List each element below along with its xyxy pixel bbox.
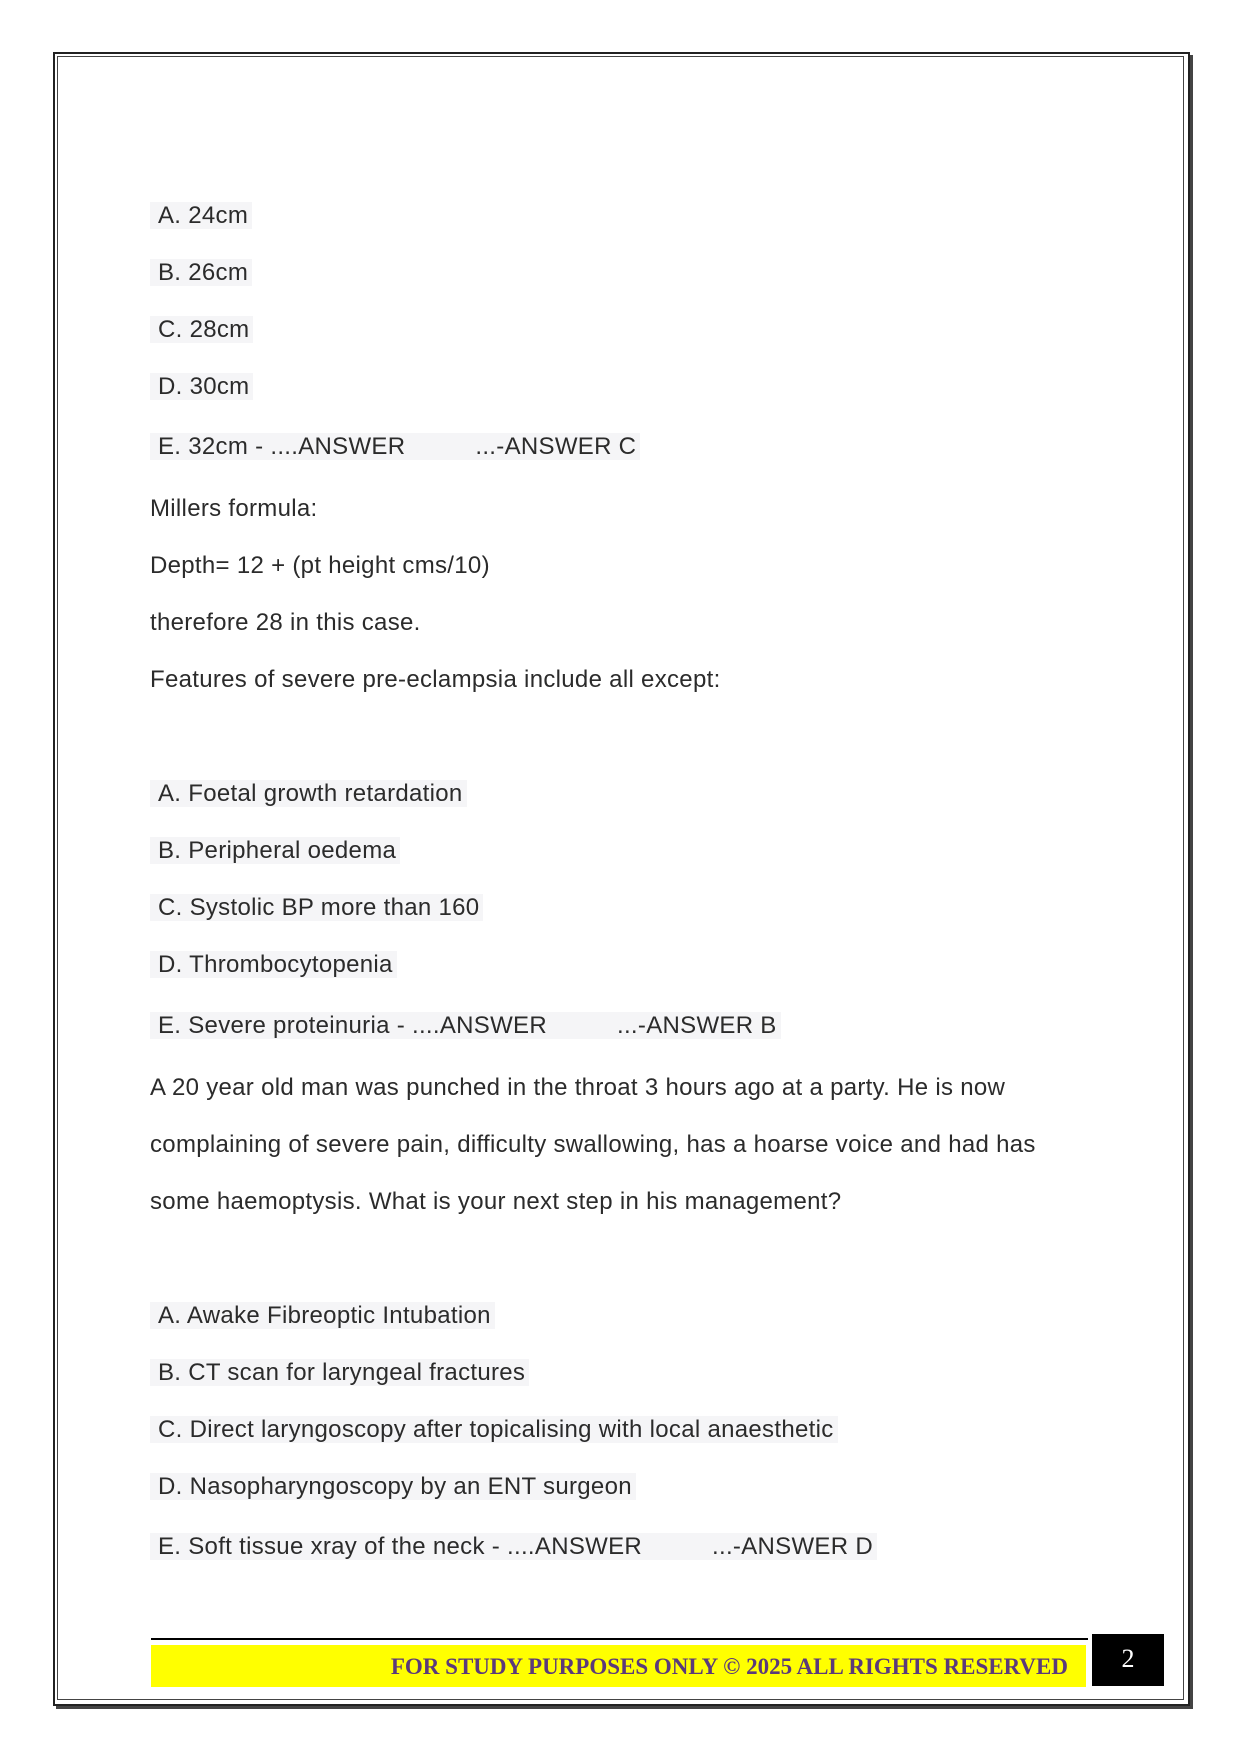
footer-divider <box>151 1638 1088 1640</box>
q2-answer: ...-ANSWER B <box>617 1012 777 1039</box>
q3-answer: ...-ANSWER D <box>712 1533 873 1560</box>
q2-option-c: C. Systolic BP more than 160 <box>150 894 483 921</box>
q3-option-a: A. Awake Fibreoptic Intubation <box>150 1302 495 1329</box>
q1-option-c: C. 28cm <box>150 316 253 343</box>
q2-stem: Features of severe pre-eclampsia include all except: <box>150 666 721 693</box>
q1-option-e <box>150 433 640 460</box>
q1-option-d: D. 30cm <box>150 373 253 400</box>
page-border-inner <box>57 56 1184 1700</box>
q3-option-e-text: E. Soft tissue xray of the neck - ....ANSWER <box>158 1533 643 1560</box>
q1-answer: ...-ANSWER C <box>475 433 637 460</box>
q2-option-a: A. Foetal growth retardation <box>150 780 467 807</box>
q3-stem-line-2: complaining of severe pain, difficulty swallowing, has a hoarse voice and had has <box>150 1131 1036 1158</box>
page-number: 2 <box>1092 1634 1164 1686</box>
footer-copyright: FOR STUDY PURPOSES ONLY © 2025 ALL RIGHTS RESERVED <box>151 1645 1086 1687</box>
q3-option-e <box>150 1533 877 1560</box>
q1-option-e-text: E. 32cm - ....ANSWER <box>158 433 406 460</box>
q1-explanation-line-3: therefore 28 in this case. <box>150 609 421 636</box>
q3-option-b: B. CT scan for laryngeal fractures <box>150 1359 529 1386</box>
q2-option-e <box>150 1012 781 1039</box>
q1-explanation-line-2: Depth= 12 + (pt height cms/10) <box>150 552 490 579</box>
q1-option-b: B. 26cm <box>150 259 252 286</box>
q3-stem-line-1: A 20 year old man was punched in the throat 3 hours ago at a party. He is now <box>150 1074 1006 1101</box>
q3-option-c: C. Direct laryngoscopy after topicalising with local anaesthetic <box>150 1416 838 1443</box>
q1-explanation-line-1: Millers formula: <box>150 495 318 522</box>
q1-option-a: A. 24cm <box>150 202 252 229</box>
q3-stem-line-3: some haemoptysis. What is your next step in his management? <box>150 1188 842 1215</box>
q2-option-e-text: E. Severe proteinuria - ....ANSWER <box>158 1012 547 1039</box>
q3-option-d: D. Nasopharyngoscopy by an ENT surgeon <box>150 1473 636 1500</box>
q2-option-d: D. Thrombocytopenia <box>150 951 397 978</box>
q2-option-b: B. Peripheral oedema <box>150 837 400 864</box>
